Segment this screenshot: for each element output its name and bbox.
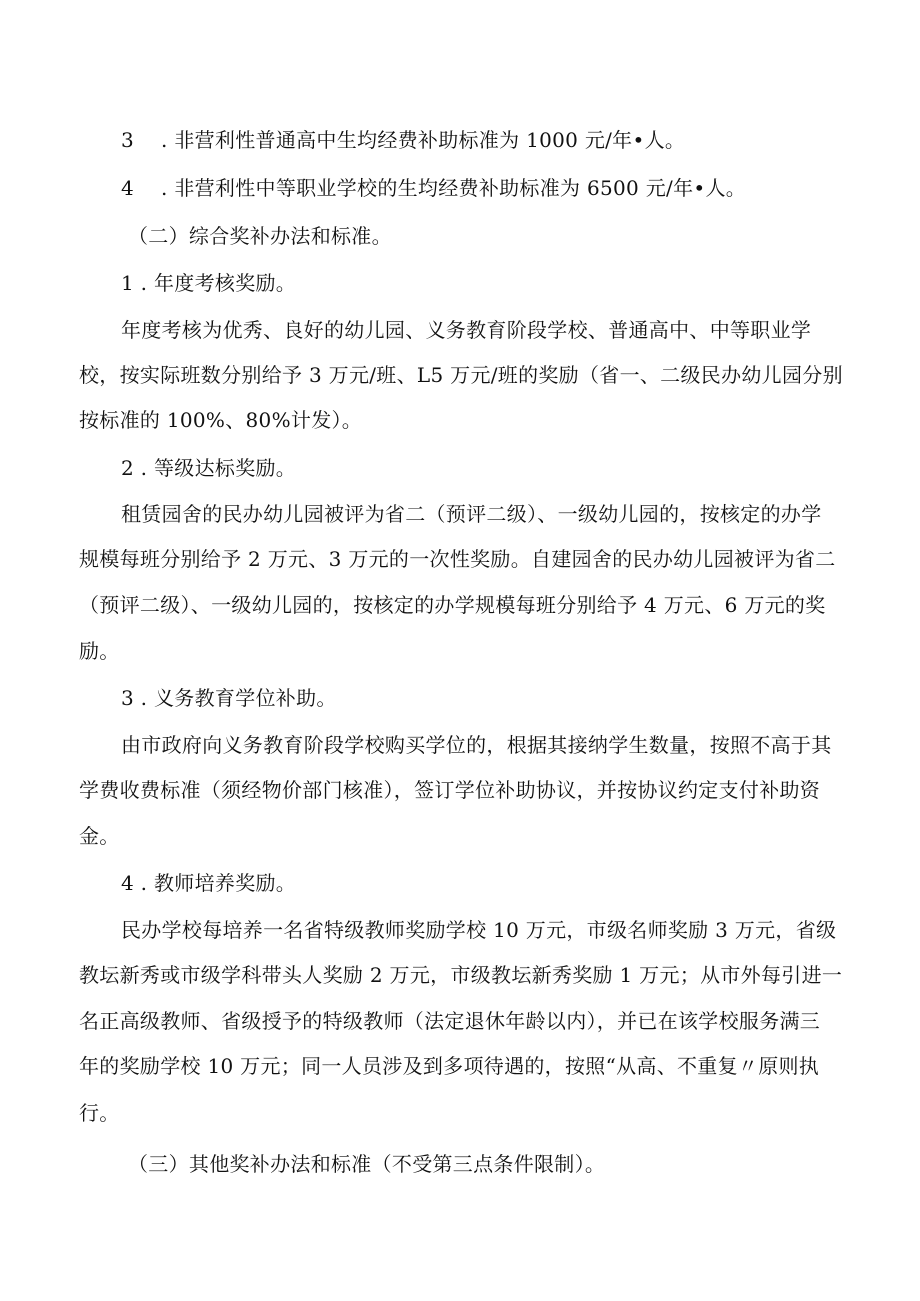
- subheading-2: 2 . 等级达标奖励。: [121, 456, 297, 480]
- item-number: 4: [121, 176, 135, 200]
- paragraph-line: 行。: [79, 1101, 120, 1125]
- paragraph-line: （预评二级）、一级幼儿园的，按核定的办学规模每班分别给予 4 万元、6 万元的奖: [79, 593, 826, 617]
- list-item-3: [121, 127, 685, 153]
- subheading-3: 3 . 义务教育学位补助。: [121, 686, 337, 710]
- paragraph-line: 年度考核为优秀、良好的幼儿园、义务教育阶段学校、普通高中、中等职业学: [121, 318, 812, 342]
- item-text: . 非营利性普通高中生均经费补助标准为 1000 元/年•人。: [161, 128, 686, 152]
- item-text: . 非营利性中等职业学校的生均经费补助标准为 6500 元/年•人。: [161, 176, 747, 200]
- paragraph-line: 名正高级教师、省级授予的特级教师（法定退休年龄以内），并已在该学校服务满三: [79, 1009, 821, 1033]
- paragraph-line: 租赁园舍的民办幼儿园被评为省二（预评二级）、一级幼儿园的，按核定的办学: [121, 502, 822, 526]
- section-heading-3: （三）其他奖补办法和标准（不受第三点条件限制）。: [128, 1152, 606, 1176]
- paragraph-line: 按标准的 100%、80%计发）。: [79, 408, 363, 432]
- list-item-4: [121, 175, 746, 201]
- paragraph-line: 校，按实际班数分别给予 3 万元/班、L5 万元/班的奖励（省一、二级民办幼儿园分别: [79, 363, 843, 387]
- item-number: 3: [121, 128, 135, 152]
- paragraph-line: 民办学校每培养一名省特级教师奖励学校 10 万元，市级名师奖励 3 万元，省级: [121, 918, 837, 942]
- subheading-1: 1 . 年度考核奖励。: [121, 271, 297, 295]
- paragraph-line: 由市政府向义务教育阶段学校购买学位的，根据其接纳学生数量，按照不高于其: [121, 733, 832, 757]
- paragraph-line: 教坛新秀或市级学科带头人奖励 2 万元，市级教坛新秀奖励 1 万元；从市外每引进一: [79, 963, 843, 987]
- paragraph-line: 学费收费标准（须经物价部门核准），签订学位补助协议，并按协议约定支付补助资: [79, 778, 821, 802]
- paragraph-line: 励。: [79, 639, 120, 663]
- paragraph-line: 年的奖励学校 10 万元；同一人员涉及到多项待遇的，按照“从高、不重复〃原则执: [79, 1054, 820, 1078]
- section-heading-2: （二）综合奖补办法和标准。: [128, 224, 392, 248]
- paragraph-line: 金。: [79, 824, 120, 848]
- subheading-4: 4 . 教师培养奖励。: [121, 871, 297, 895]
- paragraph-line: 规模每班分别给予 2 万元、3 万元的一次性奖励。自建园舍的民办幼儿园被评为省二: [79, 547, 836, 571]
